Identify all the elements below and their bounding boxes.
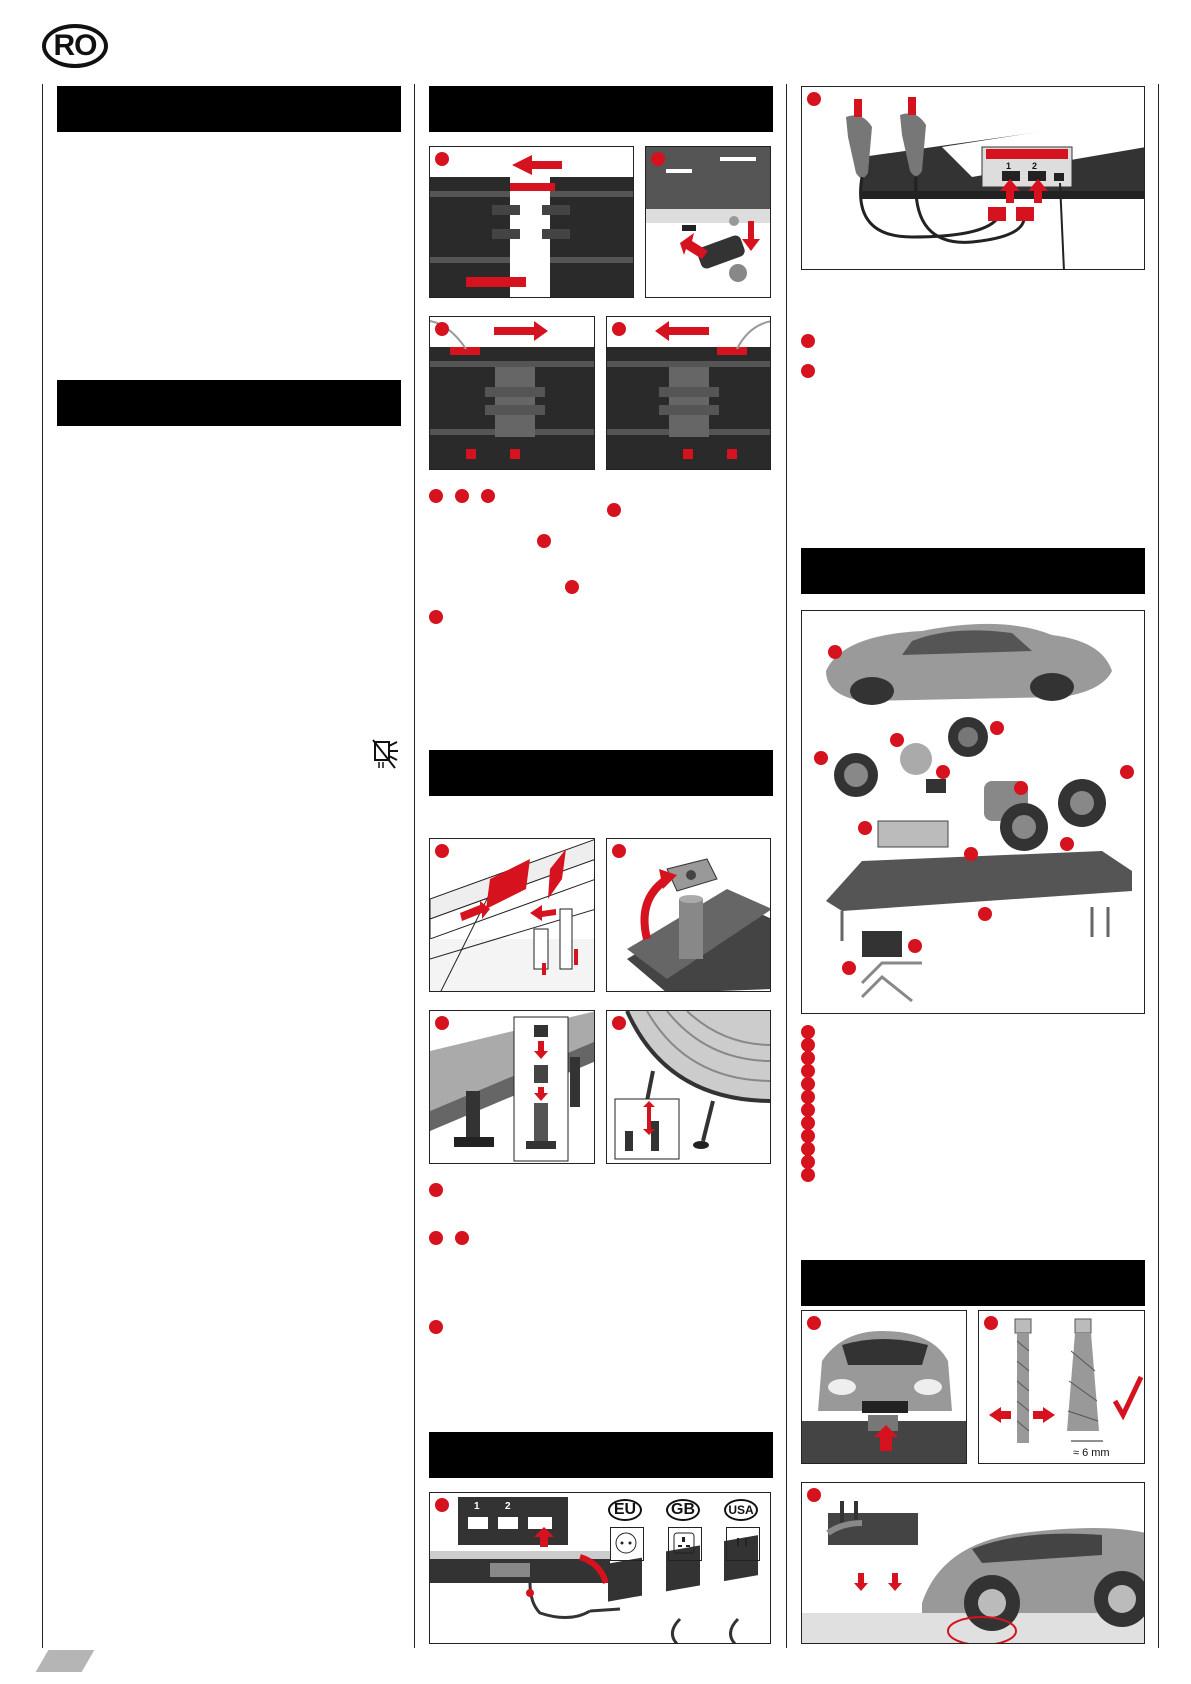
- legend-marker: [801, 1168, 815, 1182]
- step-marker: [429, 610, 443, 624]
- section-heading-bar-7: [801, 1260, 1145, 1306]
- legend-marker: [801, 1090, 815, 1104]
- step-marker: [429, 489, 443, 503]
- column-rule-right: [1158, 84, 1159, 1648]
- section-heading-bar-6: [801, 548, 1145, 594]
- illustration-power-connection: [429, 1492, 771, 1644]
- legend-marker: [801, 1103, 815, 1117]
- gb-plug-label: GB: [666, 1499, 700, 1521]
- step-marker: [455, 1231, 469, 1245]
- illustration-controllers: [801, 86, 1145, 270]
- legend-marker: [801, 1077, 815, 1091]
- page-number-tab: [36, 1650, 95, 1672]
- step-marker: [429, 1231, 443, 1245]
- column-rule-left: [42, 84, 43, 1648]
- step-marker: [607, 503, 621, 517]
- eu-socket-icon: [610, 1527, 644, 1561]
- step-marker: [565, 580, 579, 594]
- no-children-warning-icon: [371, 738, 401, 770]
- illustration-screw-clip: [645, 146, 771, 298]
- lane-label-2: 2: [505, 1501, 511, 1512]
- section-heading-bar-4: [429, 750, 773, 796]
- illustration-braid-adjust: [978, 1310, 1145, 1464]
- section-heading-bar-2: [57, 380, 401, 426]
- step-marker: [455, 489, 469, 503]
- legend-marker: [801, 1129, 815, 1143]
- eu-plug-label: EU: [608, 1499, 642, 1521]
- legend-marker: [801, 1025, 815, 1039]
- illustration-curve-support: [606, 1010, 771, 1164]
- illustration-clip-slide-right: [429, 316, 595, 470]
- usa-socket-icon: [726, 1527, 760, 1561]
- illustration-pillar-assembly: [429, 1010, 595, 1164]
- step-marker: [481, 489, 495, 503]
- legend-marker: [801, 1142, 815, 1156]
- legend-marker: [801, 1051, 815, 1065]
- legend-marker: [801, 1155, 815, 1169]
- lane-label-1: 1: [474, 1501, 480, 1512]
- language-badge: RO: [42, 24, 108, 68]
- illustration-support-mount: [606, 838, 771, 992]
- column-rule-center-left: [414, 84, 415, 1648]
- section-heading-bar-5: [429, 1432, 773, 1478]
- legend-marker: [801, 1116, 815, 1130]
- step-marker: [537, 534, 551, 548]
- illustration-guardrails: [429, 838, 595, 992]
- illustration-guide-keel: [801, 1482, 1145, 1644]
- step-marker: [429, 1320, 443, 1334]
- controller-slot-1: 1: [1006, 161, 1012, 171]
- illustration-car-on-track: [801, 1310, 967, 1464]
- braid-measurement: ≈ 6 mm: [1073, 1447, 1110, 1459]
- step-marker: [429, 1183, 443, 1197]
- usa-plug-label: USA: [724, 1499, 758, 1521]
- illustration-track-connection: [429, 146, 634, 298]
- illustration-car-exploded: [801, 610, 1145, 1014]
- section-heading-bar-1: [57, 86, 401, 132]
- legend-marker: [801, 1038, 815, 1052]
- step-marker: [801, 364, 815, 378]
- legend-marker: [801, 1064, 815, 1078]
- column-rule-center-right: [786, 84, 787, 1648]
- step-marker: [801, 334, 815, 348]
- controller-slot-2: 2: [1032, 161, 1038, 171]
- illustration-clip-slide-left: [606, 316, 771, 470]
- section-heading-bar-3: [429, 86, 773, 132]
- gb-socket-icon: [668, 1527, 702, 1561]
